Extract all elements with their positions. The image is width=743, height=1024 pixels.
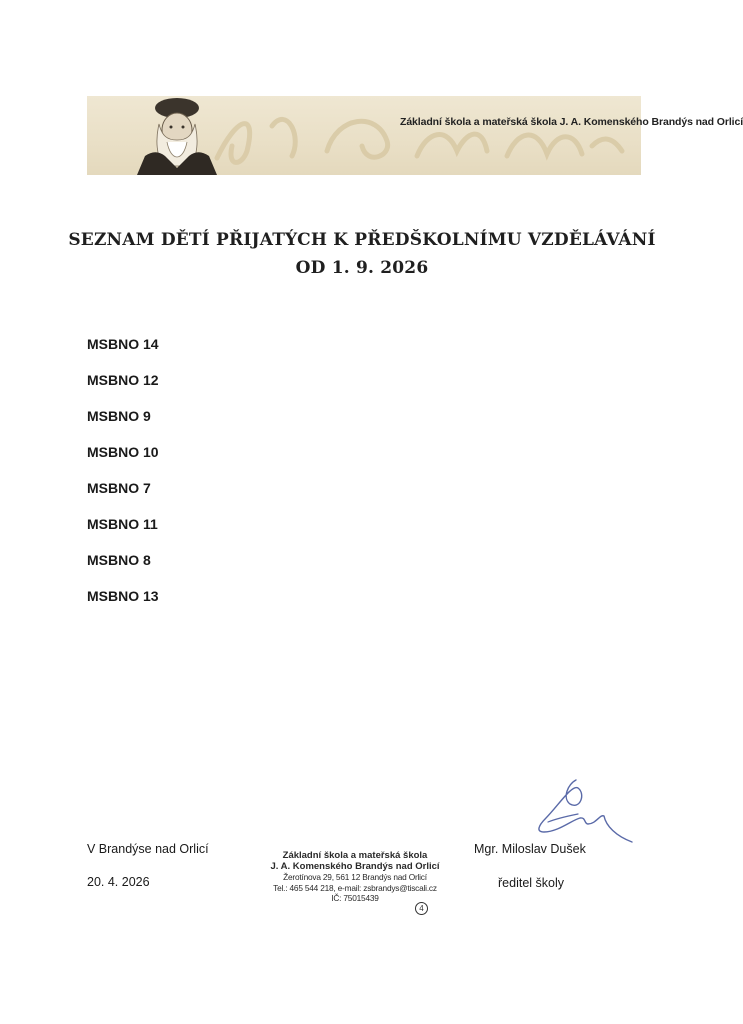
footer-place: V Brandýse nad Orlicí: [87, 842, 209, 856]
stamp-line: IČ: 75015439: [331, 893, 379, 903]
stamp-line: Žerotínova 29, 561 12 Brandýs nad Orlicí: [283, 872, 427, 882]
footer-date: 20. 4. 2026: [87, 875, 150, 889]
list-item: MSBNO 12: [87, 372, 159, 388]
list-item: MSBNO 10: [87, 444, 159, 460]
list-item: MSBNO 8: [87, 552, 151, 568]
list-item: MSBNO 7: [87, 480, 151, 496]
school-stamp: [270, 851, 440, 904]
list-item: MSBNO 13: [87, 588, 159, 604]
stamp-line: Tel.: 465 544 218, e-mail: zsbrandys@tiscali.cz: [273, 882, 437, 893]
stamp-number-badge: 4: [415, 902, 428, 915]
signatory-role: ředitel školy: [498, 876, 564, 890]
list-item: MSBNO 14: [87, 336, 159, 352]
document-subtitle-date: OD 1. 9. 2026: [295, 258, 429, 278]
comenius-portrait-image: [137, 96, 217, 175]
list-item: MSBNO 9: [87, 408, 151, 424]
admitted-children-list: [87, 335, 159, 623]
list-item: MSBNO 11: [87, 516, 158, 532]
signatory-name: Mgr. Miloslav Dušek: [474, 842, 586, 856]
letterhead-banner: [87, 96, 743, 175]
handwritten-signature: [528, 776, 638, 846]
document-title: SEZNAM DĚTÍ PŘIJATÝCH K PŘEDŠKOLNÍMU VZDĚLÁVÁNÍ: [68, 230, 656, 250]
letterhead-school-name: Základní škola a mateřská škola J. A. Komenského Brandýs nad Orlicí: [400, 116, 743, 128]
stamp-line: Základní škola a mateřská škola: [282, 850, 428, 861]
stamp-line: J. A. Komenského Brandýs nad Orlicí: [270, 860, 440, 872]
